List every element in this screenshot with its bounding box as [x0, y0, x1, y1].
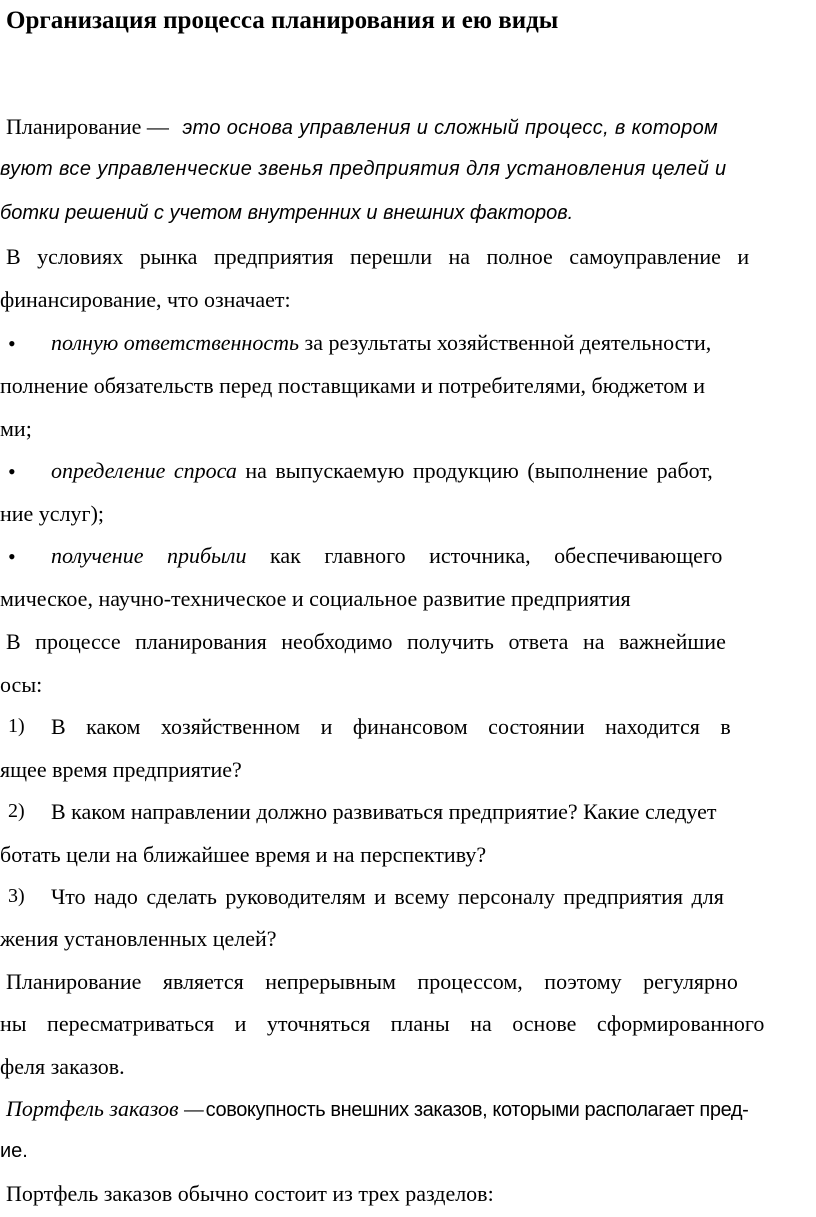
list-item: Что надо сделать руководителям и всему персоналу предприятия для	[51, 884, 724, 909]
text-line: осы:	[0, 672, 43, 697]
emphasis: получение прибыли	[51, 543, 247, 568]
list-number: 3)	[8, 885, 25, 907]
bullet-icon: •	[8, 459, 16, 484]
emphasis: определение спроса	[51, 458, 237, 483]
emphasis: полную ответственность	[51, 330, 299, 355]
text-line: ны пересматриваться и уточняться планы на основе сформированного	[0, 1011, 765, 1036]
text-line: ми;	[0, 416, 32, 441]
bullet-icon: •	[8, 331, 16, 356]
list-item	[51, 332, 711, 354]
text-line: финансирование, что означает:	[0, 287, 291, 312]
list-number: 1)	[8, 715, 25, 737]
list-item: В каком хозяйственном и финансовом состоянии находится в	[51, 714, 731, 739]
text-line: ние услуг);	[0, 501, 105, 526]
text-line: ботать цели на ближайшее время и на перспективу?	[0, 842, 487, 867]
definition: совокупность внешних заказов, которыми располагает пред-	[205, 1099, 749, 1121]
text-line: Планирование является непрерывным процессом, поэтому регулярно	[6, 969, 738, 994]
text-line: ие.	[0, 1140, 28, 1162]
text-line: ботки решений с учетом внутренних и внешних факторов.	[0, 202, 574, 224]
text-line: полнение обязательств перед поставщиками и потребителями, бюджетом и	[0, 373, 705, 398]
list-item-text: на выпускаемую продукцию (выполнение работ,	[245, 458, 713, 483]
text-line	[6, 116, 718, 138]
text-line: вуют все управленческие звенья предприятия для установления целей и	[0, 158, 727, 180]
list-item	[51, 545, 722, 567]
text-line: ящее время предприятие?	[0, 757, 242, 782]
list-item: В каком направлении должно развиваться предприятие? Какие следует	[51, 799, 717, 824]
text-line: Портфель заказов обычно состоит из трех разделов:	[6, 1181, 494, 1206]
term-italic: Портфель заказов —	[6, 1096, 204, 1121]
term: Планирование —	[6, 114, 169, 139]
list-item-text: за результаты хозяйственной деятельности,	[304, 330, 712, 355]
text-line	[6, 1098, 748, 1120]
text-line: жения установленных целей?	[0, 926, 277, 951]
page-title: Организация процесса планирования и ею виды	[6, 7, 559, 34]
bullet-icon: •	[8, 544, 16, 569]
text-line: феля заказов.	[0, 1054, 125, 1079]
text-line: мическое, научно-техническое и социальное развитие предприятия	[0, 586, 631, 611]
list-number: 2)	[8, 800, 25, 822]
definition-italic: это основа управления и сложный процесс, в котором	[182, 117, 719, 139]
text-line: В процессе планирования необходимо получить ответа на важнейшие	[6, 629, 726, 654]
text-line: В условиях рынка предприятия перешли на полное самоуправление и	[6, 244, 750, 269]
list-item-text: как главного источника, обеспечивающего	[270, 543, 723, 568]
list-item	[51, 460, 713, 482]
